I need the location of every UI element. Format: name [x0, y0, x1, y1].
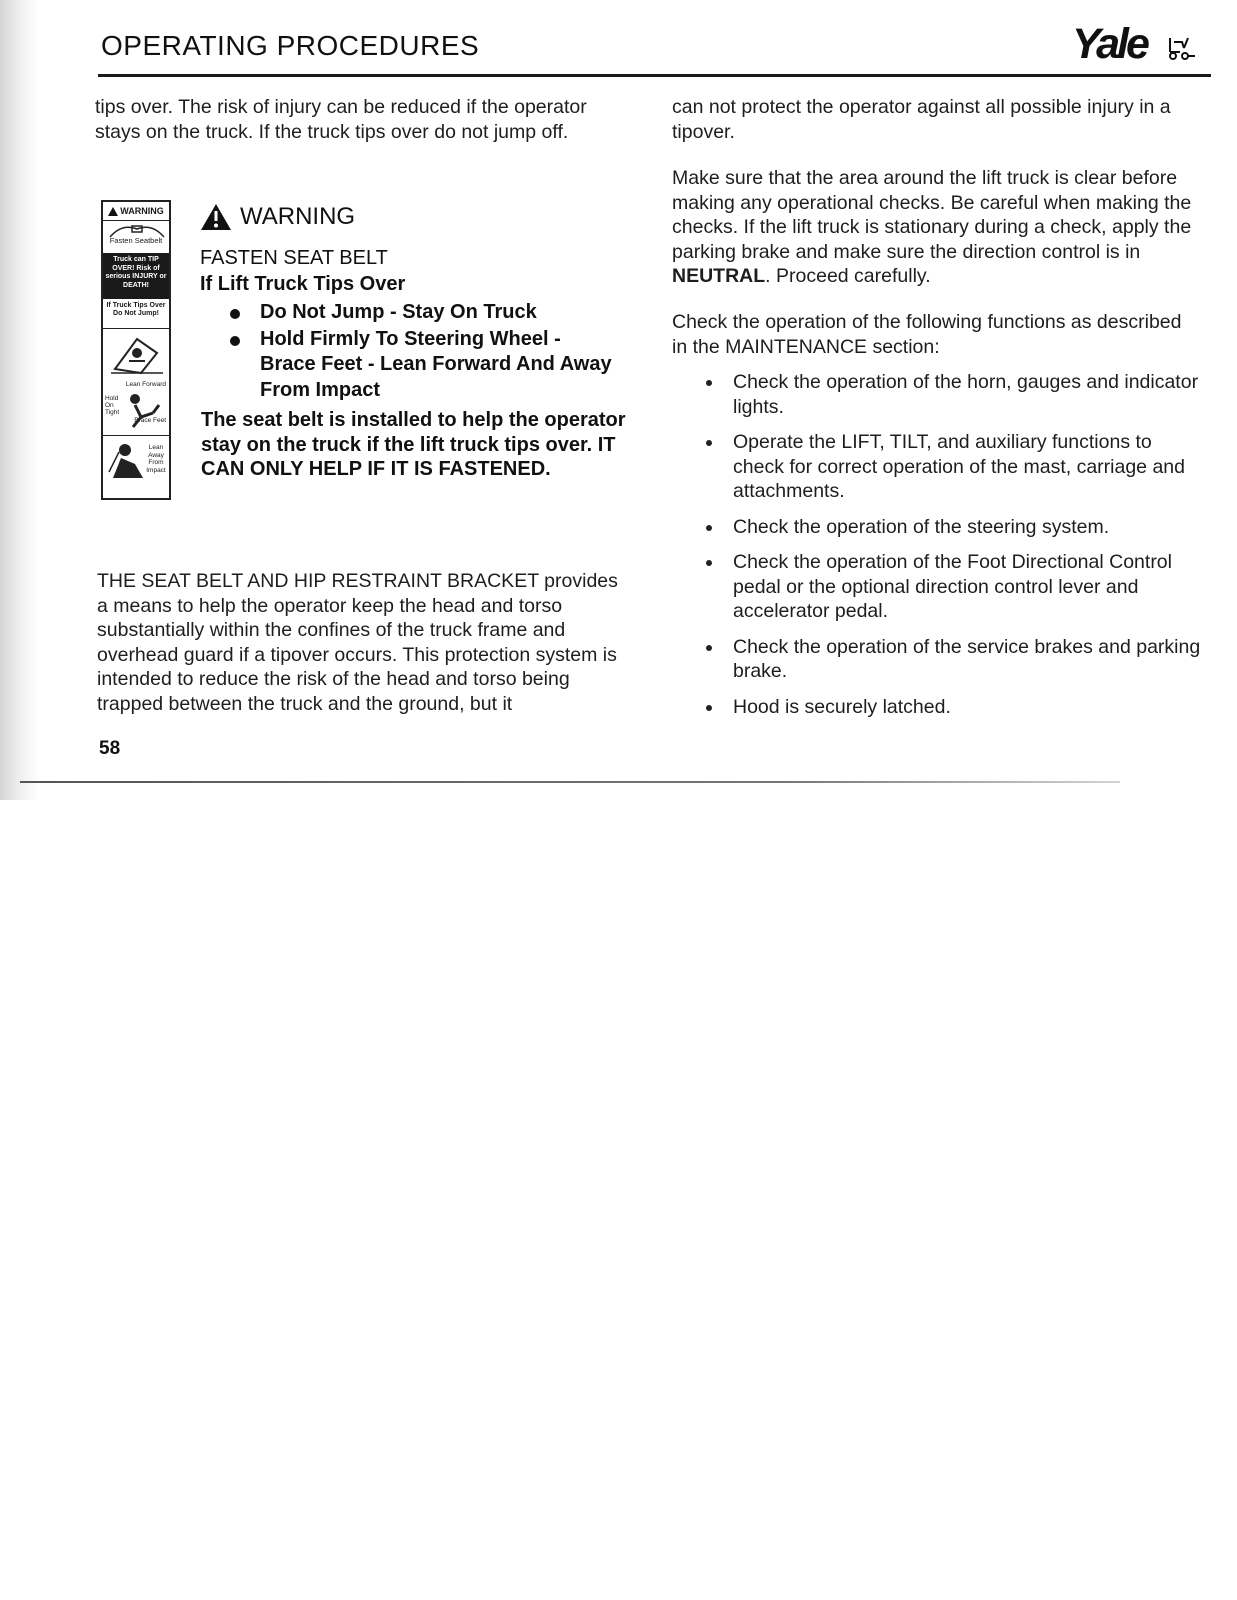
- check-item: Check the operation of the service brakes and parking brake.: [704, 635, 1204, 684]
- seat-belt-paragraph: THE SEAT BELT AND HIP RESTRAINT BRACKET provides a means to help the operator keep the head and torso substantially within the confines of the truck frame and overhead guard if a tipover occurs. This protection system is intended to reduce the risk of the head and torso being trapped between the truck and the ground, but it: [97, 570, 618, 715]
- intro-text: tips over. The risk of injury can be reduced if the operator stays on the truck. If the truck tips over do not jump off.: [95, 96, 587, 143]
- decal-tipping-pictogram: [103, 329, 169, 377]
- binding-shadow: [0, 0, 38, 800]
- decal-hold-on-tight: Hold On Tight: [105, 395, 120, 416]
- warning-body: The seat belt is installed to help the operator stay on the truck if the lift truck tips over. IT CAN ONLY HELP IF IT IS FASTENED.: [201, 409, 626, 480]
- warning-heading-text: WARNING: [240, 203, 356, 230]
- bullet-dot: [706, 645, 712, 651]
- warning-tips-line: If Lift Truck Tips Over: [200, 273, 406, 295]
- bullet-dot: [706, 560, 712, 566]
- warning-heading: [200, 203, 355, 231]
- tipping-truck-icon: [107, 331, 167, 375]
- bullet-dot: [706, 525, 712, 531]
- footer-rule: [20, 781, 1120, 783]
- forklift-icon: [1166, 36, 1196, 62]
- warning-bullet: Do Not Jump - Stay On Truck: [230, 300, 620, 326]
- warning-bullet: Hold Firmly To Steering Wheel - Brace Feet - Lean Forward And Away From Impact: [230, 327, 620, 404]
- decal-hold-panel: [103, 389, 169, 435]
- continuation-text: can not protect the operator against all possible injury in a tipover.: [672, 96, 1171, 143]
- operator-brace-icon: [123, 391, 163, 431]
- operational-checks-paragraph: Make sure that the area around the lift truck is clear before making any operational checks. Be careful when making the checks. If the lift truck is stationary during a check, apply the parking brake and make sure the direction control is in NEUTRAL. Proceed carefully.: [672, 167, 1192, 287]
- check-item: Hood is securely latched.: [704, 695, 1204, 720]
- check-item: Check the operation of the steering system.: [704, 515, 1204, 540]
- lean-away-icon: [105, 438, 147, 480]
- bullet-dot: [706, 440, 712, 446]
- check-item: Check the operation of the horn, gauges and indicator lights.: [704, 370, 1204, 419]
- warning-triangle-icon: [200, 203, 232, 231]
- warning-fasten-line: FASTEN SEAT BELT: [200, 247, 388, 269]
- warning-bullet-list: [230, 300, 620, 404]
- decal-warning-label: WARNING: [103, 202, 169, 221]
- decal-lean-away-panel: [103, 435, 169, 484]
- bullet-dot: [230, 336, 240, 346]
- page-number: 58: [99, 738, 121, 759]
- bullet-dot: [706, 380, 712, 386]
- checks-list: [704, 370, 1204, 730]
- decal-fasten-text: Fasten Seatbelt: [109, 236, 163, 245]
- neutral-emphasis: NEUTRAL: [672, 265, 766, 287]
- functions-intro: Check the operation of the following functions as described in the MAINTENANCE section:: [672, 311, 1182, 358]
- warning-decal: [101, 200, 171, 500]
- yale-logo: [1072, 20, 1197, 66]
- decal-lean-forward: Lean Forward: [125, 381, 166, 388]
- decal-tips-text: If Truck Tips Over Do Not Jump!: [103, 299, 169, 329]
- check-item: Check the operation of the Foot Directional Control pedal or the optional direction control lever and accelerator pedal.: [704, 550, 1204, 624]
- decal-danger-panel: Truck can TIP OVER! Risk of serious INJURY or DEATH!: [103, 253, 169, 299]
- header-rule: [98, 74, 1211, 77]
- bullet-dot: [706, 705, 712, 711]
- decal-lean-away: Lean Away From Impact: [146, 444, 166, 474]
- page-title: OPERATING PROCEDURES: [101, 30, 480, 61]
- bullet-dot: [230, 309, 240, 319]
- decal-warning-triangle-icon: [108, 207, 118, 216]
- check-item: Operate the LIFT, TILT, and auxiliary functions to check for correct operation of the mast, carriage and attachments.: [704, 430, 1204, 504]
- decal-brace-feet: Brace Feet: [134, 417, 166, 424]
- decal-seatbelt-panel: [103, 221, 169, 253]
- logo-wordmark: Yale: [1072, 20, 1147, 68]
